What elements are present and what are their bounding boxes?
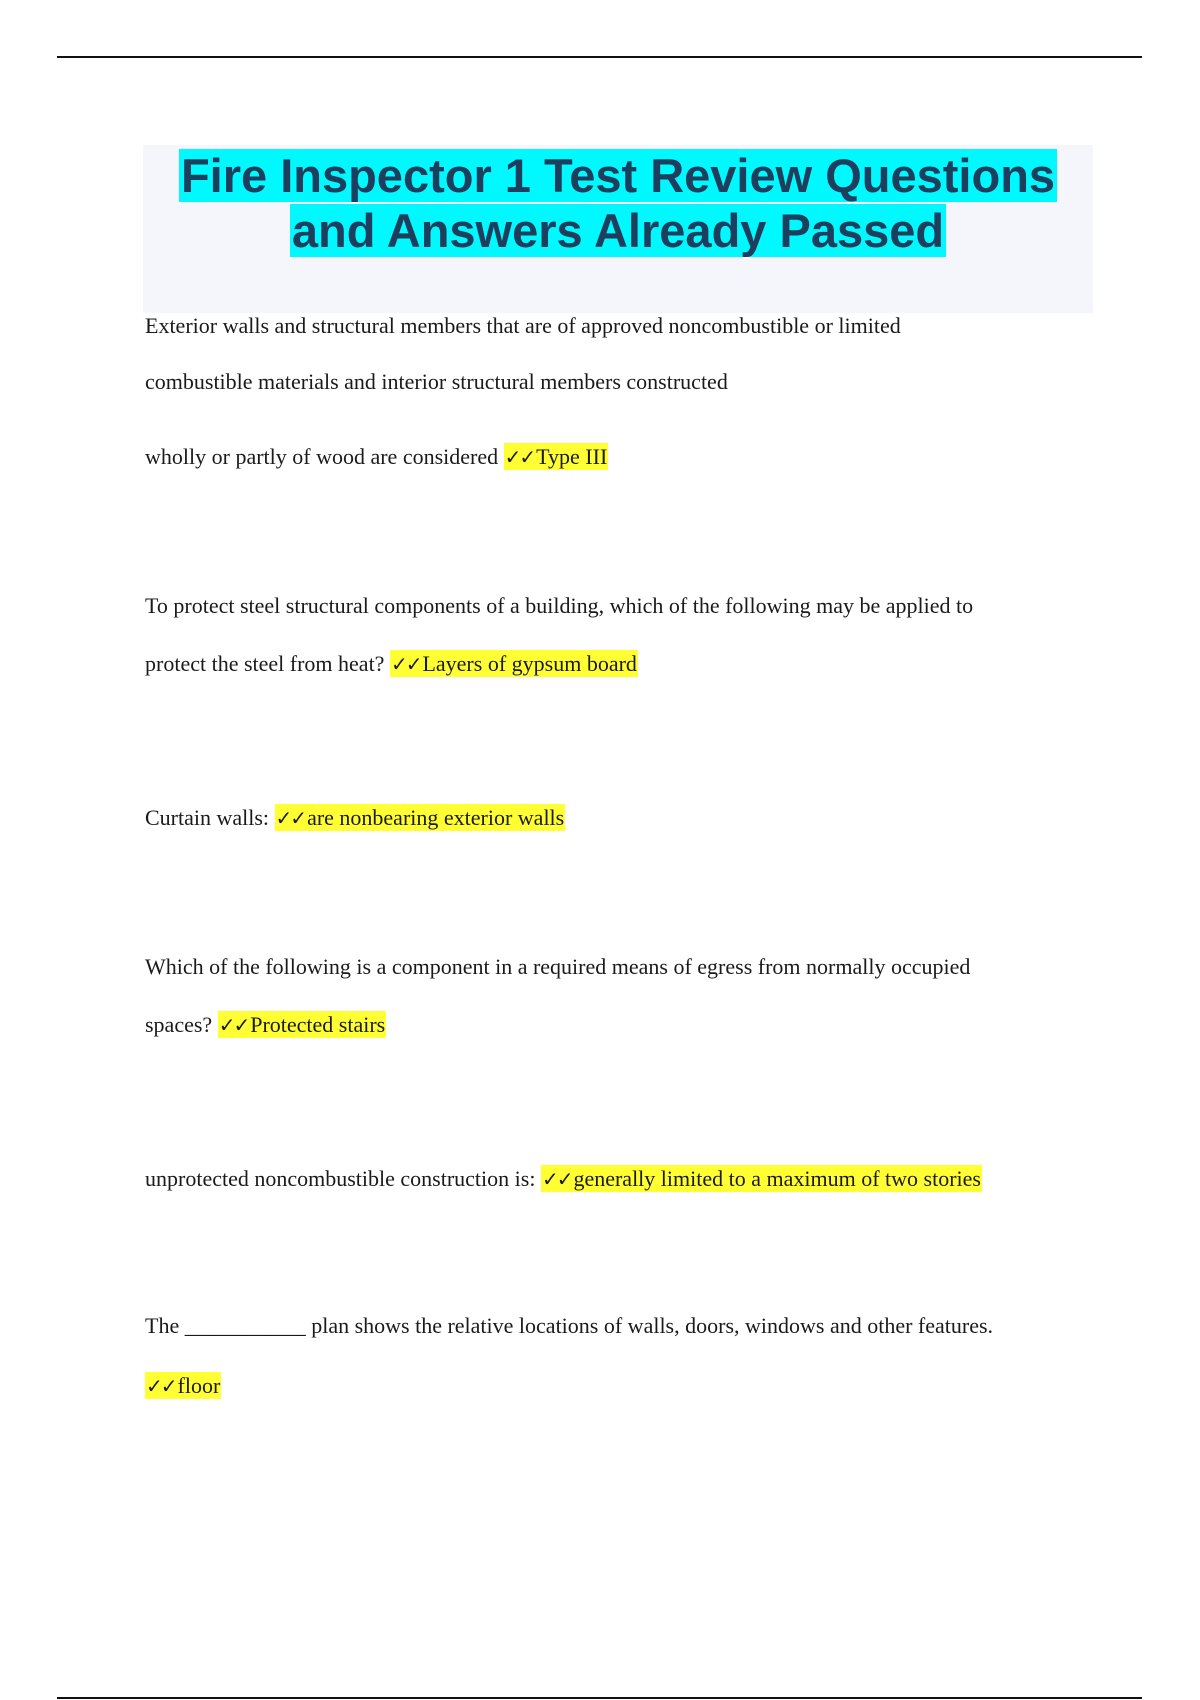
- q4-answer-highlight: [218, 1011, 387, 1038]
- double-check-icon: ✓✓: [541, 1167, 572, 1191]
- double-check-icon: ✓✓: [218, 1013, 249, 1037]
- q4-line-2: [145, 1010, 386, 1040]
- q6-answer-highlight: [145, 1372, 221, 1399]
- q3-answer: are nonbearing exterior walls: [307, 805, 565, 830]
- q4-line-1: Which of the following is a component in a required means of egress from normally occupied: [145, 954, 971, 979]
- q6-line-2: [145, 1371, 221, 1401]
- double-check-icon: ✓✓: [390, 652, 421, 676]
- q1-line-3: [145, 442, 608, 472]
- double-check-icon: ✓✓: [275, 806, 306, 830]
- q1-line-2: combustible materials and interior structural members constructed: [145, 369, 728, 394]
- title-line-2: and Answers Already Passed: [291, 204, 945, 257]
- q5-question: unprotected noncombustible construction is:: [145, 1166, 536, 1191]
- q2-answer-highlight: [390, 650, 638, 677]
- q3-question: Curtain walls:: [145, 805, 270, 830]
- q2-line-2: [145, 649, 638, 679]
- q5-answer: generally limited to a maximum of two stories: [573, 1166, 981, 1191]
- q5-line-1: [145, 1164, 982, 1194]
- double-check-icon: ✓✓: [504, 445, 535, 469]
- q6-answer: floor: [177, 1373, 221, 1398]
- top-rule: [57, 56, 1142, 58]
- q2-line-1: To protect steel structural components of a building, which of the following may be applied to: [145, 593, 974, 618]
- q1-answer: Type III: [536, 444, 608, 469]
- document-title: [143, 148, 1093, 258]
- q1-line-1: Exterior walls and structural members that are of approved noncombustible or limited: [145, 313, 901, 338]
- q3-line-1: [145, 803, 565, 833]
- q4-question-end: spaces?: [145, 1012, 213, 1037]
- title-line-1: Fire Inspector 1 Test Review Questions: [180, 149, 1056, 202]
- q2-answer: Layers of gypsum board: [422, 651, 637, 676]
- double-check-icon: ✓✓: [146, 1374, 176, 1398]
- q2-question-end: protect the steel from heat?: [145, 651, 385, 676]
- q1-answer-highlight: [504, 443, 609, 470]
- bottom-rule: [57, 1697, 1142, 1699]
- q6-line-1: The ___________ plan shows the relative locations of walls, doors, windows and other features.: [145, 1313, 994, 1338]
- q1-question-end: wholly or partly of wood are considered: [145, 444, 499, 469]
- q4-answer: Protected stairs: [250, 1012, 386, 1037]
- q5-answer-highlight: [541, 1165, 982, 1192]
- q3-answer-highlight: [275, 804, 566, 831]
